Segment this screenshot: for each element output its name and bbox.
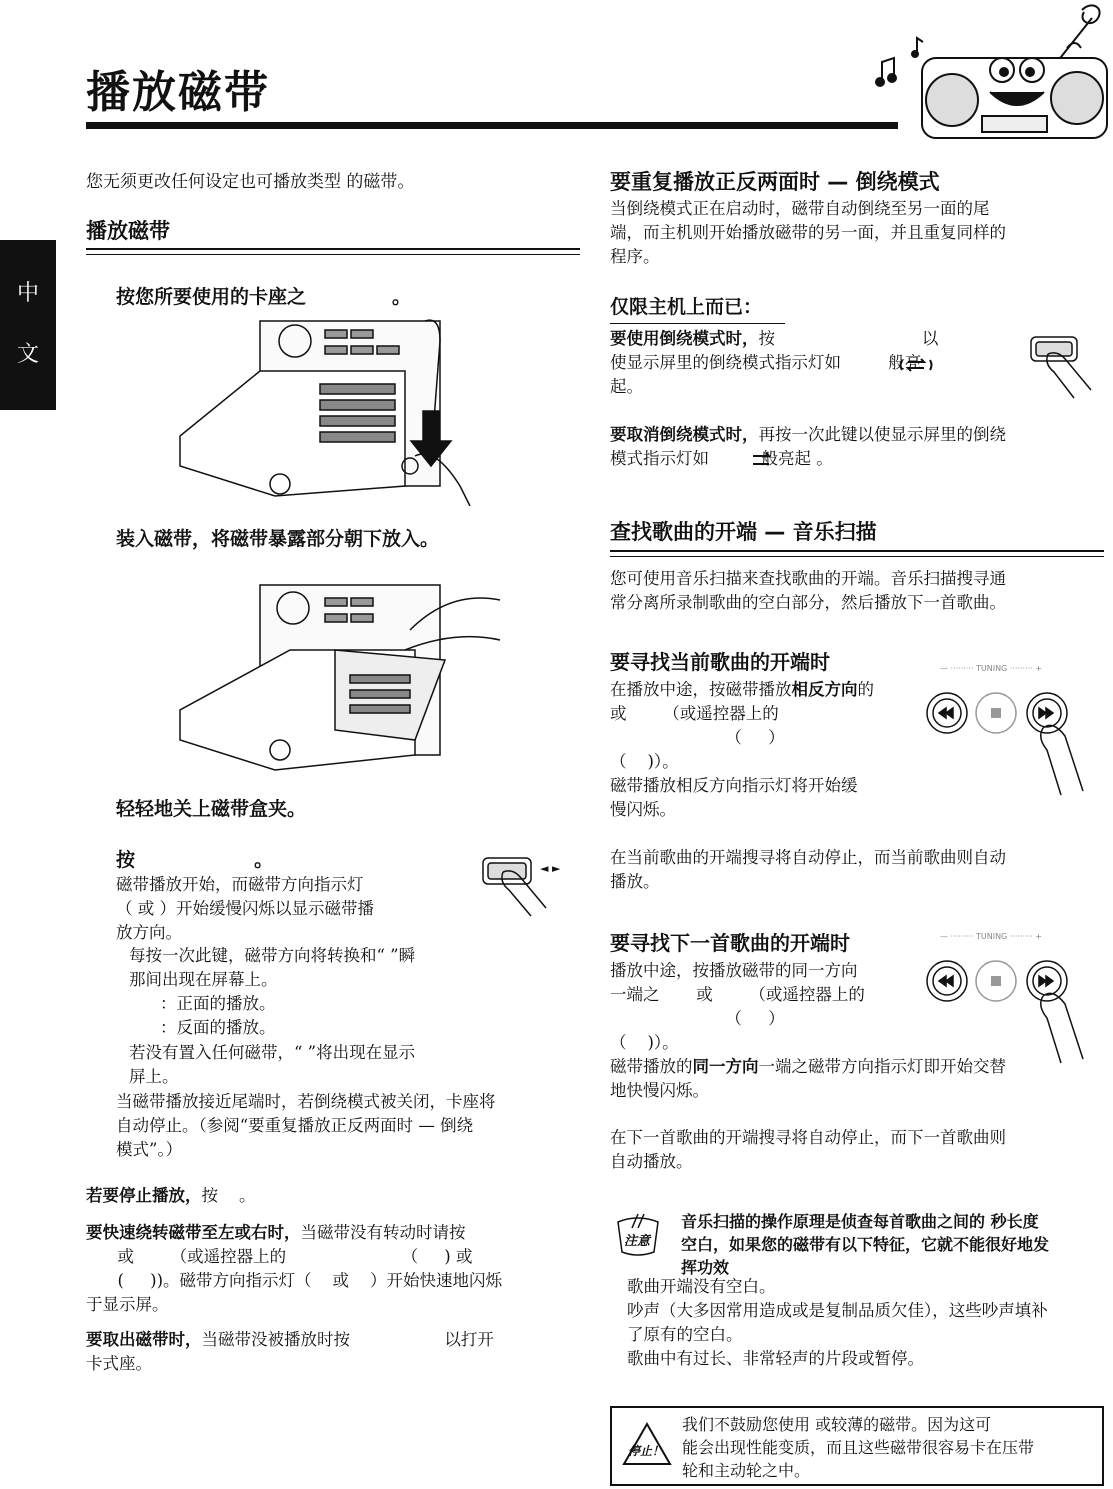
reverse-indicator-icon bbox=[898, 356, 934, 374]
tuning-buttons-illustration-current bbox=[925, 662, 1085, 800]
tuning-label: TUNING bbox=[975, 664, 1008, 673]
use-reverse-text: 按 以 使显示屏里的倒绕模式指示灯如 般亮 起。 bbox=[610, 329, 939, 396]
cancel-reverse-label: 要取消倒绕模式时， bbox=[610, 425, 759, 444]
next-song-body-2 bbox=[610, 1055, 1104, 1103]
tuning-label-row: — ········· TUNING ········· + bbox=[940, 664, 1042, 673]
next-song-body: 播放中途，按播放磁带的同一方向 一端之 或 （或遥控器上的 （ ） （ )）。 bbox=[610, 961, 865, 1052]
fast-wind-label: 要快速绕转磁带至左或右时， bbox=[86, 1223, 301, 1242]
current-song-body-b: 的 或 （或遥控器上的 （ ） （ )）。 磁带播放相反方向指示灯将开始缓 慢闪烁。 bbox=[610, 680, 874, 819]
current-song-autostop: 在当前歌曲的开端搜寻将自动停止，而当前歌曲则自动 播放。 bbox=[610, 848, 1006, 891]
boombox-mascot-illustration bbox=[872, 0, 1112, 150]
step-4-body: 磁带播放开始，而磁带方向指示灯 （ 或 ）开始缓慢闪烁以显示磁带播 放方向。 bbox=[116, 875, 374, 942]
fast-wind-text-3: ( ))。磁带方向指示灯（ 或 ）开始快速地闪烁 于显示屏。 bbox=[86, 1271, 502, 1314]
step-4-text: 按 。 bbox=[116, 849, 274, 871]
section-rule-thin bbox=[86, 254, 580, 255]
tuning-plus-label-2: + bbox=[1035, 932, 1042, 941]
note-no-tape: 若没有置入任何磁带，“ ”将出现在显示 屏上。 bbox=[129, 1043, 416, 1086]
music-scan-rule bbox=[610, 550, 1104, 552]
stop-playback-text: 按 。 bbox=[201, 1186, 256, 1205]
notice-icon bbox=[610, 1212, 666, 1258]
stop-playback-line bbox=[86, 1184, 255, 1208]
language-tab-char-2: 文 bbox=[16, 342, 39, 367]
notice-list bbox=[627, 1275, 1102, 1371]
tuning-plus-label: + bbox=[1035, 664, 1042, 673]
step-3-text: 轻轻地关上磁带盒夹。 bbox=[116, 798, 307, 820]
warning-icon bbox=[620, 1420, 674, 1470]
intro-text: 您无须更改任何设定也可播放类型 的磁带。 bbox=[86, 172, 415, 192]
cassette-insert-illustration bbox=[175, 580, 505, 780]
note-front-play: ：正面的播放。 bbox=[160, 994, 276, 1013]
note-back-play: ：反面的播放。 bbox=[160, 1018, 276, 1037]
music-scan-body: 您可使用音乐扫描来查找歌曲的开端。音乐扫描搜寻通 常分离所录制歌曲的空白部分，然后播放下一首歌曲。 bbox=[610, 569, 1006, 612]
auto-stop-text: 当磁带播放接近尾端时，若倒绕模式被关闭，卡座将 自动停止。（参阅“要重复播放正反两面时 — 倒绕 模式”。） bbox=[116, 1092, 496, 1159]
fast-wind-line bbox=[86, 1221, 581, 1245]
title-underline bbox=[86, 122, 898, 129]
use-reverse-label: 要使用倒绕模式时， bbox=[610, 329, 759, 348]
section-title-play: 播放磁带 bbox=[86, 219, 170, 243]
eject-text: 当磁带没被播放时按 以打开 卡式座。 bbox=[86, 1330, 494, 1373]
fast-wind-text: 当磁带没有转动时请按 bbox=[300, 1223, 466, 1242]
notice-heading: 音乐扫描的操作原理是侦查每首歌曲之间的 秒长度 空白，如果您的磁带有以下特征，它就不能很好地发 挥功效 bbox=[681, 1212, 1050, 1277]
warning-text: 我们不鼓励您使用 或较薄的磁带。因为这可 能会出现性能变质，而且这些磁带很容易卡在压带 轮和主动轮之中。 bbox=[682, 1415, 1035, 1480]
eject-line bbox=[86, 1328, 581, 1376]
play-button-illustration bbox=[478, 852, 578, 922]
next-song-body-2a: 磁带播放的 bbox=[610, 1057, 693, 1076]
tuning-minus-label: — bbox=[940, 664, 948, 673]
fast-wind-text-2: 或 （或遥控器上的 （ ) 或 bbox=[86, 1247, 473, 1266]
language-tab bbox=[0, 240, 56, 410]
reverse-mode-body: 当倒绕模式正在启动时，磁带自动倒绕至另一面的尾 端，而主机则开始播放磁带的另一面，并且重复同样的 程序。 bbox=[610, 199, 1006, 266]
main-unit-only-rule bbox=[610, 323, 785, 324]
next-song-autostop: 在下一首歌曲的开端搜寻将自动停止，而下一首歌曲则 自动播放。 bbox=[610, 1128, 1006, 1171]
music-scan-title: 查找歌曲的开端 — 音乐扫描 bbox=[610, 520, 877, 544]
page-title: 播放磁带 bbox=[86, 67, 270, 118]
section-rule bbox=[86, 248, 580, 250]
step-1-text: 按您所要使用的卡座之 。 bbox=[116, 286, 411, 308]
warning-box bbox=[610, 1406, 1104, 1486]
tuning-minus-label-2: — bbox=[940, 932, 948, 941]
eject-label: 要取出磁带时， bbox=[86, 1330, 202, 1349]
reverse-mode-title: 要重复播放正反两面时 — 倒绕模式 bbox=[610, 170, 940, 194]
use-reverse-line bbox=[610, 327, 1010, 399]
current-song-body bbox=[610, 678, 915, 822]
current-song-body-bold: 相反方向 bbox=[791, 680, 858, 699]
current-song-body-a: 在播放中途，按磁带播放 bbox=[610, 680, 792, 699]
notice-item: 歌曲中有过长、非常轻声的片段或暂停。 bbox=[627, 1349, 924, 1368]
next-song-title: 要寻找下一首歌曲的开端时 bbox=[610, 931, 850, 955]
main-unit-only-label: 仅限主机上而已： bbox=[610, 296, 763, 318]
warning-label: 停止！ bbox=[628, 1444, 665, 1458]
tuning-label-2: TUNING bbox=[975, 932, 1008, 941]
notice-item: 吵声（大多因常用造成或是复制品质欠佳），这些吵声填补 了原有的空白。 bbox=[627, 1301, 1048, 1344]
cassette-deck-eject-illustration bbox=[175, 316, 485, 506]
cancel-reverse-line bbox=[610, 423, 1100, 471]
stop-playback-label: 若要停止播放， bbox=[86, 1186, 202, 1205]
reverse-button-illustration bbox=[1026, 332, 1106, 402]
direction-symbol: ◄ ► bbox=[540, 862, 561, 875]
tuning-buttons-illustration-next bbox=[925, 930, 1085, 1068]
step-2-text: 装入磁带，将磁带暴露部分朝下放入。 bbox=[116, 528, 440, 550]
music-scan-rule-thin bbox=[610, 556, 1104, 557]
one-way-indicator-icon bbox=[750, 452, 772, 468]
current-song-title: 要寻找当前歌曲的开端时 bbox=[610, 650, 830, 674]
tuning-label-row-2: — ········· TUNING ········· + bbox=[940, 932, 1042, 941]
notice-item: 歌曲开端没有空白。 bbox=[627, 1277, 776, 1296]
language-tab-char-1: 中 bbox=[16, 281, 39, 306]
cancel-reverse-text: 再按一次此键以使显示屏里的倒绕 模式指示灯如 般亮起 。 bbox=[610, 425, 1006, 468]
next-song-body-2-bold: 同一方向 bbox=[692, 1057, 759, 1076]
note-direction-display: 每按一次此键，磁带方向将转换和“ ”瞬 那间出现在屏幕上。 bbox=[129, 946, 416, 989]
notice-label: 注意 bbox=[624, 1234, 651, 1249]
next-song-body-2b: 一端之磁带方向指示灯即开始交替 地快慢闪烁。 bbox=[610, 1057, 1006, 1100]
